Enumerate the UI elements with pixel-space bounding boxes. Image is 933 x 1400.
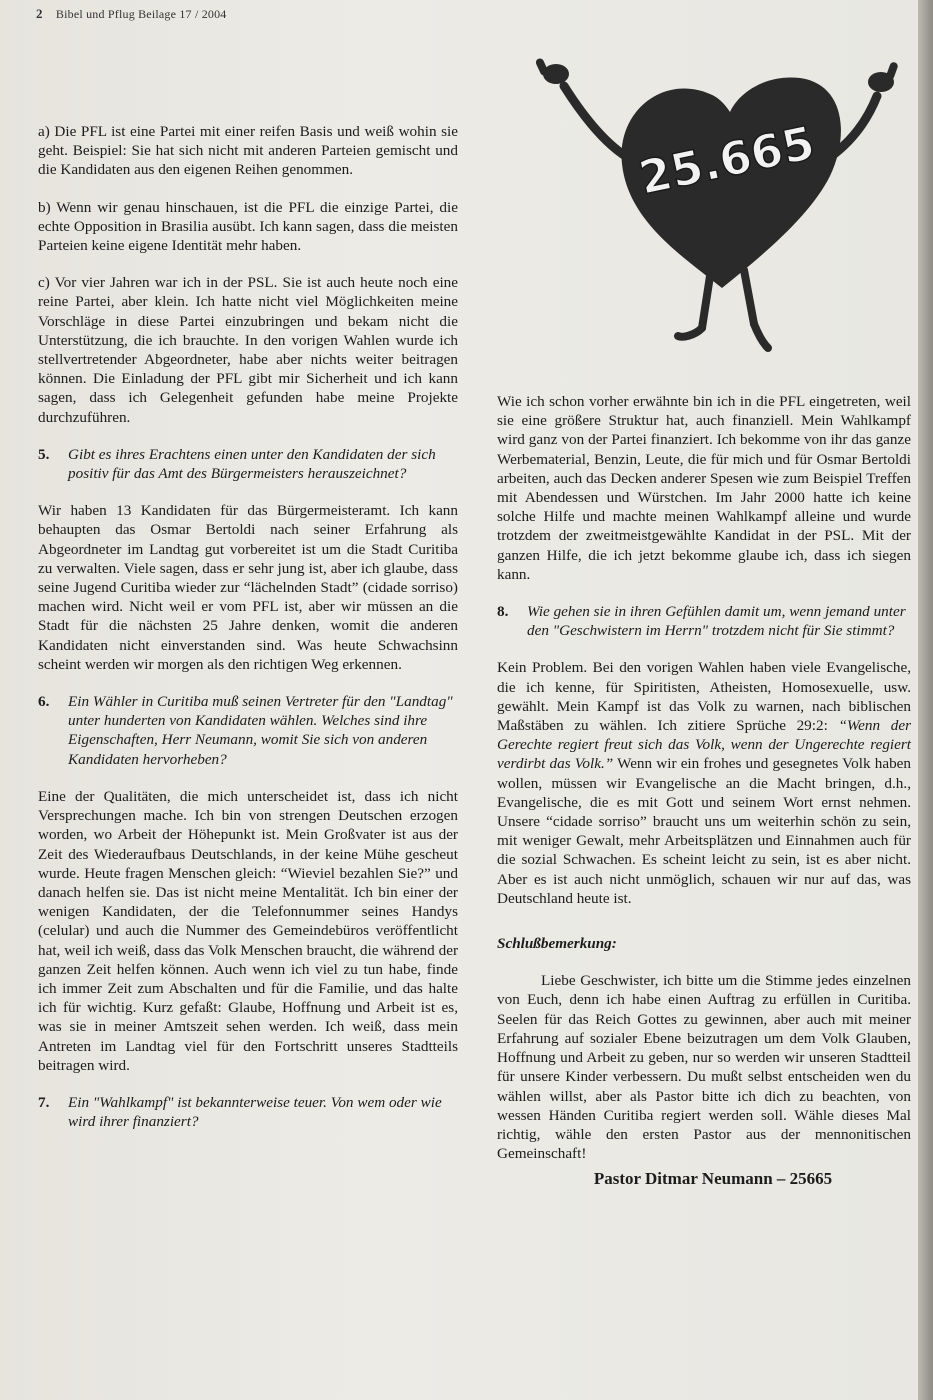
question-text: Ein Wähler in Curitiba muß seinen Vertreter für den "Landtag" unter hunderten von Kandidaten wählen. Welches sind ihre Eigenschaften, Herr Neumann, womit Sie sich von anderen Kandidaten hervorheben? [68,693,453,768]
heart-number-label: 25.665 [634,115,820,205]
question-number: 8. [497,603,509,621]
left-column [38,122,458,1149]
answer-c: c) Vor vier Jahren war ich in der PSL. Sie ist auch heute noch eine reine Partei, aber klein. Ich hatte nicht viel Möglichkeiten meine Vorschläge in diese Partei einzubringen und bekam nicht die Unterstützung, die ich brauchte. In den vorigen Wahlen wurde ich stellvertretender Abgeordneter, habe aber nichts weiter beitragen können. Die Einladung der PFL gibt mir Sicherheit und ich kann sagen, dass ich Gelegenheit gefunden habe meine Projekte durchzuführen. [38,274,458,426]
question-number: 7. [38,1093,50,1111]
question-text: Wie gehen sie in ihren Gefühlen damit um, wenn jemand unter den "Geschwistern im Herrn" trotzdem nicht für Sie stimmt? [527,603,906,640]
question-6 [38,692,458,769]
answer-6: Eine der Qualitäten, die mich unterscheidet ist, dass ich nicht Versprechungen mache. Ich bin von strengen Deutschen erzogen worden, wo Arbeit der Höhepunkt ist. Mein Großvater ist aus der Zeit des Wiederaufbaus Deutschlands, in der keine Mühe gescheut wurde. Heute fragen Menschen gleich: “Wieviel bezahlen Sie?” und danach helfen sie. Das ist nicht meine Mentalität. Ich bin einer der wenigen Kandidaten, der die Telefonnummer seines Handys (celular) und auch die Nummer des Gemeindebüros veröffentlicht hat, weil ich weiß, dass das Volk Menschen braucht, die während der ganzen Zeit helfen können. Auch wenn ich viel zu tun habe, finde ich immer Zeit zum Abschalten und für die Familie, und das halte ich für wichtig. Kurz gefaßt: Glaube, Hoffnung und Arbeit ist es, was sie in meiner Amtszeit sehen werden. Ich weiß, dass mein Antreten im Landtag viel für den Fortschritt unseres Stadtteils beitragen wird. [38,787,458,1074]
question-number: 6. [38,693,50,711]
question-text: Ein "Wahlkampf" ist bekannterweise teuer. Von wem oder wie wird ihrer finanziert? [68,1093,442,1131]
answer-a: a) Die PFL ist eine Partei mit einer reifen Basis und weiß wohin sie geht. Beispiel: Sie hat sich nicht mit anderen Parteien gemischt und die Kandidaten aus den eigenen Reihen genommen. [38,123,458,179]
question-number: 5. [38,445,50,463]
answer-7: Wie ich schon vorher erwähnte bin ich in die PFL eingetreten, weil sie eine größere Struktur hat, auch finanziell. Mein Wahlkampf wird ganz von der Partei finanziert. Ich bekomme von ihr das ganze Werbematerial, Benzin, Leute, die für mich und für Osmar Bertoldi arbeiten, auch das Decken anderer Spesen wie zum Beispiel Treffen mit Abendessen und Würstchen. Im Jahr 2000 hatte ich keine solche Hilfe und machte meinen Wahlkampf alleine und wurde trotzdem der zweitmeistgewählte Kandidat in der PSL. Mit der ganzen Hilfe, die ich jetzt bekomme glaube ich, dass ich siegen kann. [497,393,911,583]
page-number: 2 [36,6,43,21]
question-8 [497,602,911,640]
publication-title: Bibel und Pflug Beilage 17 / 2004 [55,7,227,21]
page-edge-shadow [918,0,933,1400]
heart-mascot-figure [532,56,908,356]
question-7 [38,1093,458,1131]
question-text: Gibt es ihres Erachtens einen unter den Kandidaten der sich positiv für das Amt des Bürgermeisters herauszeichnet? [68,445,436,483]
question-5 [38,445,458,483]
answer-8-start: Kein Problem. Bei den vorigen Wahlen haben viele Evangelische, die ich kenne, für Spiritisten, Atheisten, Homosexuelle, usw. gewählt. Mein Kampf ist das Volk zu warnen, nach biblischen Maßstäben zu wählen. Ich zitiere Sprüche 29:2: [497,659,911,735]
answer-b: b) Wenn wir genau hinschauen, ist die PFL die einzige Partei, die echte Opposition in Brasilia ausübt. Ich kann sagen, dass die meisten Parteien keine eigene Identität mehr haben. [38,198,458,255]
right-column [497,392,911,1189]
answer-8 [497,658,911,908]
bible-quote: “Wenn der Gerechte regiert freut sich das Volk, wenn der Ungerechte regiert verdirbt das Volk.” [497,717,911,773]
signature: Pastor Ditmar Neumann – 25665 [593,1169,833,1189]
running-header [36,6,227,22]
answer-8-end: Wenn wir ein frohes und gesegnetes Volk haben wollen, müssen wir Evangelische an die Macht bringen, d.h., Evangelische, die es mit Gott und seinem Wort ernst nehmen. Unsere “cidade sorriso” braucht uns um weiterhin schön zu sein, mit weniger Gewalt, mehr Arbeitsplätzen und Einnahmen auch für die sozial Schwachen. Es scheint leicht zu sein, ist es aber nicht. Aber es ist auch nicht unmöglich, schauen wir nur auf das, was Deutschland heute ist. [497,755,911,907]
answer-5: Wir haben 13 Kandidaten für das Bürgermeisteramt. Ich kann behaupten das Osmar Bertoldi nach seiner Erfahrung als Abgeordneter im Landtag gut vorbereitet ist um die Stadt Curitiba zu verwalten. Viele sagen, dass er sehr jung ist, aber ich glaube, dass seine Jugend Curitiba wieder zur “lächelnden Stadt” (cidade sorriso) machen wird. Nicht weil er vom PFL ist, aber wir müssen an die Stadt für die nächsten 25 Jahre denken, womit die anderen Kandidaten nicht einverstanden sind. Was heute Schwachsinn scheint werden wir morgen als den richtigen Weg erkennen. [38,502,458,673]
heart-mascot-icon [532,56,908,356]
closing-remark-title: Schlußbemerkung: [497,935,617,953]
closing-remark-text: Liebe Geschwister, ich bitte um die Stimme jedes einzelnen von Euch, denn ich habe einen Auftrag zu erfüllen in Curitiba. Seelen für das Reich Gottes zu gewinnen, aber auch mit meiner Erfahrung auf sozialer Ebene beizutragen um dem Volk Glauben, Hoffnung und Arbeit zu geben, nur so werden wir unseren Stadtteil für unsere Kinder verbessern. Du mußt selbst entscheiden wen du wählen willst, aber als Pastor bitte ich dich zu beachten, von wessen Händen Curitiba regiert werden soll. Wähle dieses Mal richtig, wähle den ersten Pastor aus der mennonitischen Gemeinschaft! [497,972,911,1163]
